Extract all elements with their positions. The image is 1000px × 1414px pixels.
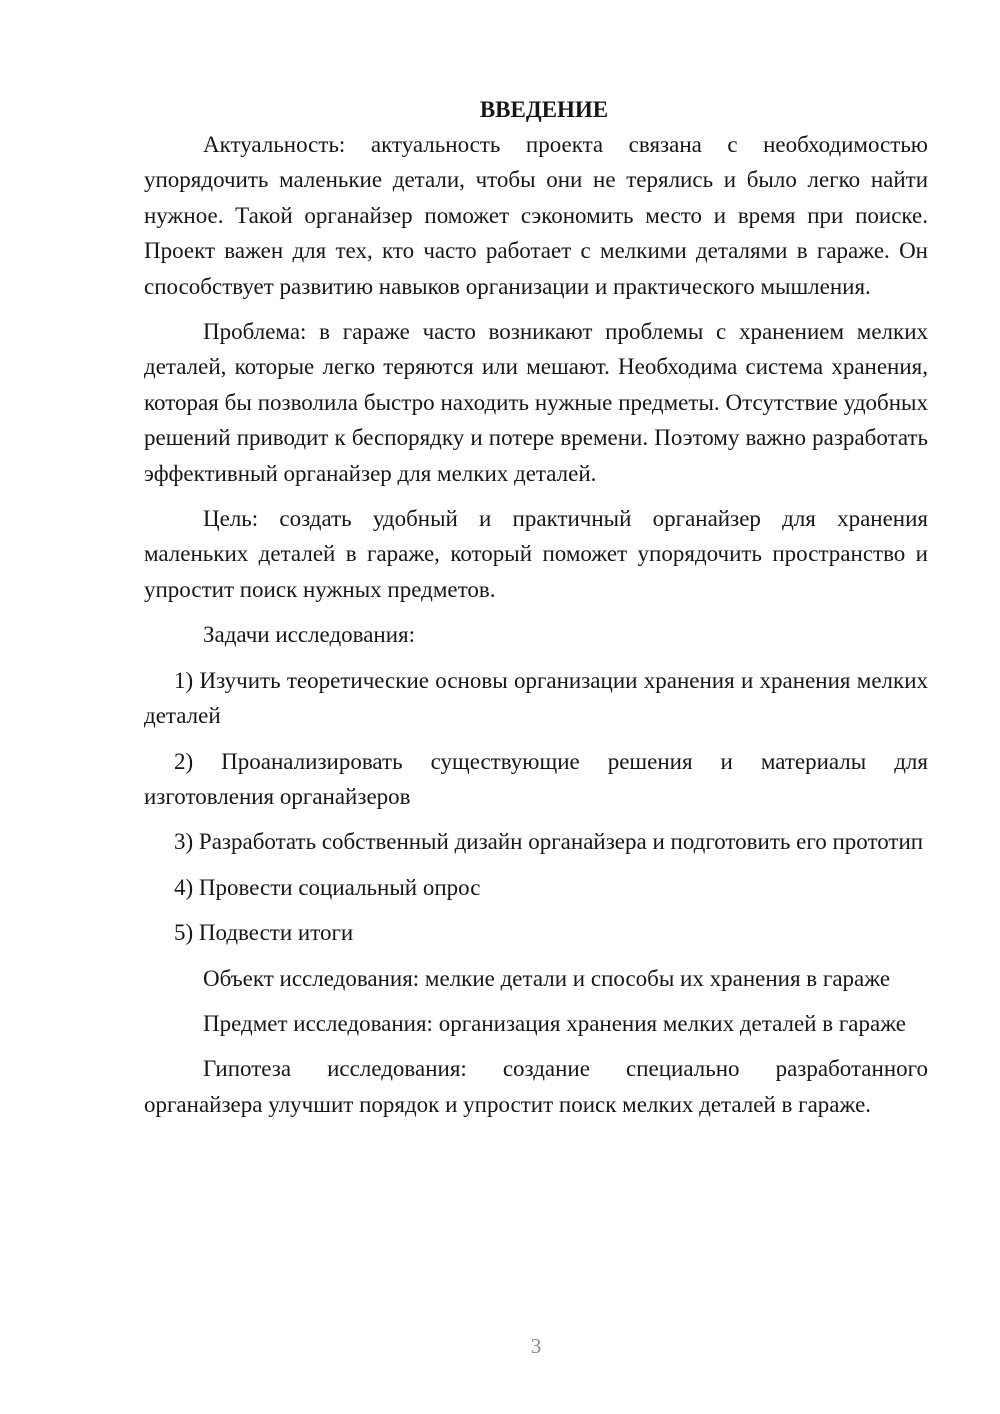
- page-title-text: ВВЕДЕНИЕ: [479, 97, 609, 122]
- paragraph-subject: Предмет исследования: организация хранения мелких деталей в гараже: [203, 1010, 906, 1036]
- paragraph-hypothesis: Гипотеза исследования: создание специально разработанного органайзера улучшит порядок и упростит поиск мелких деталей в гараже.: [144, 1056, 928, 1117]
- paragraph-goal: Цель: создать удобный и практичный органайзер для хранения маленьких деталей в гараже, который поможет упорядочить пространство и упростит поиск нужных предметов.: [144, 506, 928, 602]
- task-item-2: 2) Проанализировать существующие решения и материалы для изготовления органайзеров: [144, 748, 928, 809]
- paragraph-object: Объект исследования: мелкие детали и способы их хранения в гараже: [203, 965, 891, 991]
- task-item-5: 5) Подвести итоги: [174, 920, 354, 946]
- paragraph-relevance: Актуальность: актуальность проекта связана с необходимостью упорядочить маленькие детали, чтобы они не терялись и было легко найти нужное. Такой органайзер поможет сэкономить место и время при поиске. Проект важен для тех, кто часто работает с мелкими деталями в гараже. Он способствует развитию навыков организации и практического мышления.: [144, 132, 928, 299]
- task-item-3: 3) Разработать собственный дизайн органайзера и подготовить его прототип: [174, 829, 924, 855]
- page-number-text: 3: [530, 1334, 542, 1358]
- task-item-4: 4) Провести социальный опрос: [174, 874, 481, 900]
- paragraph-problem: Проблема: в гараже часто возникают проблемы с хранением мелких деталей, которые легко теряются или мешают. Необходима система хранения, которая бы позволила быстро находить нужные предметы. Отсутствие удобных решений приводит к беспорядку и потере времени. Поэтому важно разработать эффективный органайзер для мелких деталей.: [144, 319, 928, 486]
- paragraph-tasks-heading: Задачи исследования:: [203, 622, 416, 648]
- page-content: [144, 92, 928, 1132]
- task-item-1: 1) Изучить теоретические основы организации хранения и хранения мелких деталей: [144, 667, 928, 729]
- page-number: [0, 1331, 1000, 1361]
- page-title: [144, 92, 928, 127]
